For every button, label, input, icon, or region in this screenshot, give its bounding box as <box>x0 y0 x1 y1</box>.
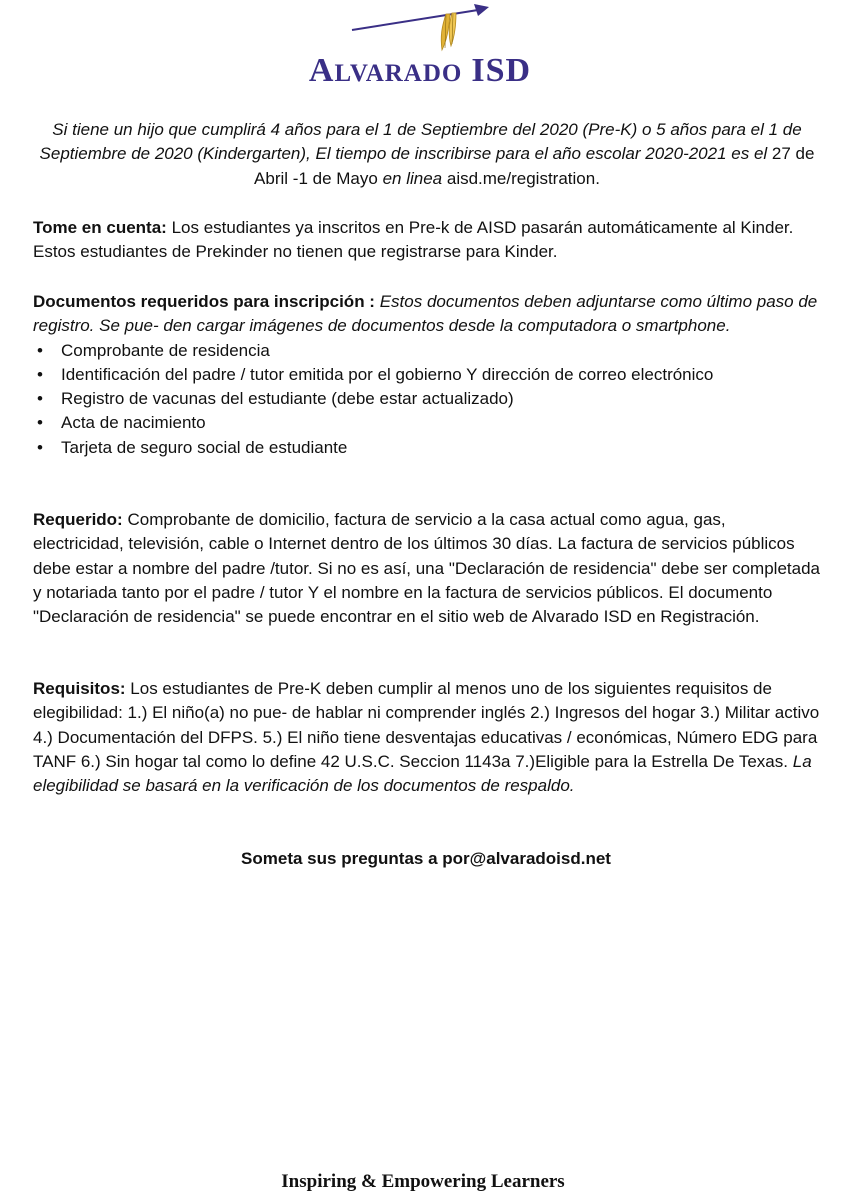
documents-label: Documentos requeridos para inscripción : <box>33 292 375 311</box>
note-label: Tome en cuenta: <box>33 218 167 237</box>
list-item: • Tarjeta de seguro social de estudiante <box>61 436 821 460</box>
documents-list <box>33 339 821 460</box>
note-paragraph <box>33 216 821 265</box>
arrow-feather-icon <box>350 2 490 56</box>
documents-section <box>33 290 821 460</box>
list-item: • Registro de vacunas del estudiante (debe estar actualizado) <box>61 387 821 411</box>
required-paragraph <box>33 508 821 629</box>
requirements-italic: La elegibilidad se basará en la verificación de los documentos de respaldo. <box>33 751 812 796</box>
registration-url[interactable]: aisd.me/registration. <box>446 168 600 188</box>
registration-dates: 27 de Abril -1 de Mayo <box>254 144 815 188</box>
note-text: Los estudiantes ya inscritos en Pre-k de AISD pasarán automáticamente al Kinder. Estos estudiantes de Prekinder no tienen que registrarse para Kinder. <box>33 218 794 262</box>
intro-text: Si tiene un hijo que cumplirá 4 años para el 1 de Septiembre del 2020 (Pre-K) o 5 años para el 1 de Septiembre de 2020 (Kindergarten), El tiempo de inscribirse para el año escolar 2020-2021 es el <box>39 120 802 164</box>
list-item: • Acta de nacimiento <box>61 411 821 435</box>
logo-text: ALVARADO ISD <box>308 52 532 89</box>
requirements-paragraph <box>33 677 821 798</box>
list-item: • Identificación del padre / tutor emitida por el gobierno Y dirección de correo electrónico <box>61 363 821 387</box>
footer-slogan: Inspiring & Empowering Learners <box>281 1171 565 1192</box>
required-text: Comprobante de domicilio, factura de servicio a la casa actual como agua, gas, electricidad, televisión, cable o Internet dentro de los últimos 30 días. La factura de servicios públicos debe estar a nombre del padre /tutor. Si no es así, una "Declaración de residencia" debe ser completada y notariada tanto por el padre / tutor Y el nombre en la factura de servicios públicos. El documento "Declaración de residencia" se puede encontrar en el sitio web de Alvarado ISD en Registración. <box>33 510 820 627</box>
contact-line[interactable]: Someta sus preguntas a por@alvaradoisd.net <box>241 849 611 868</box>
intro-paragraph <box>33 118 821 191</box>
intro-online: en linea <box>382 168 443 188</box>
district-logo <box>290 0 560 95</box>
list-item: • Comprobante de residencia <box>61 339 821 363</box>
requirements-label: Requisitos: <box>33 679 126 698</box>
required-label: Requerido: <box>33 510 123 529</box>
documents-text: Estos documentos deben adjuntarse como último paso de registro. Se pue- den cargar imágenes de documentos desde la computadora o smartphone. <box>33 292 818 336</box>
requirements-text: Los estudiantes de Pre-K deben cumplir al menos uno de los siguientes requisitos de elegibilidad: 1.) El niño(a) no pue- de hablar ni comprender inglés 2.) Ingresos del hogar 3.) Militar activo 4.) Documentación del DFPS. 5.) El niño tiene desventajas educativas / económicas, Número EDG para TANF 6.) Sin hogar tal como lo define 42 U.S.C. Seccion 1143a 7.)Eligible para la Estrella De Texas. <box>33 679 820 771</box>
